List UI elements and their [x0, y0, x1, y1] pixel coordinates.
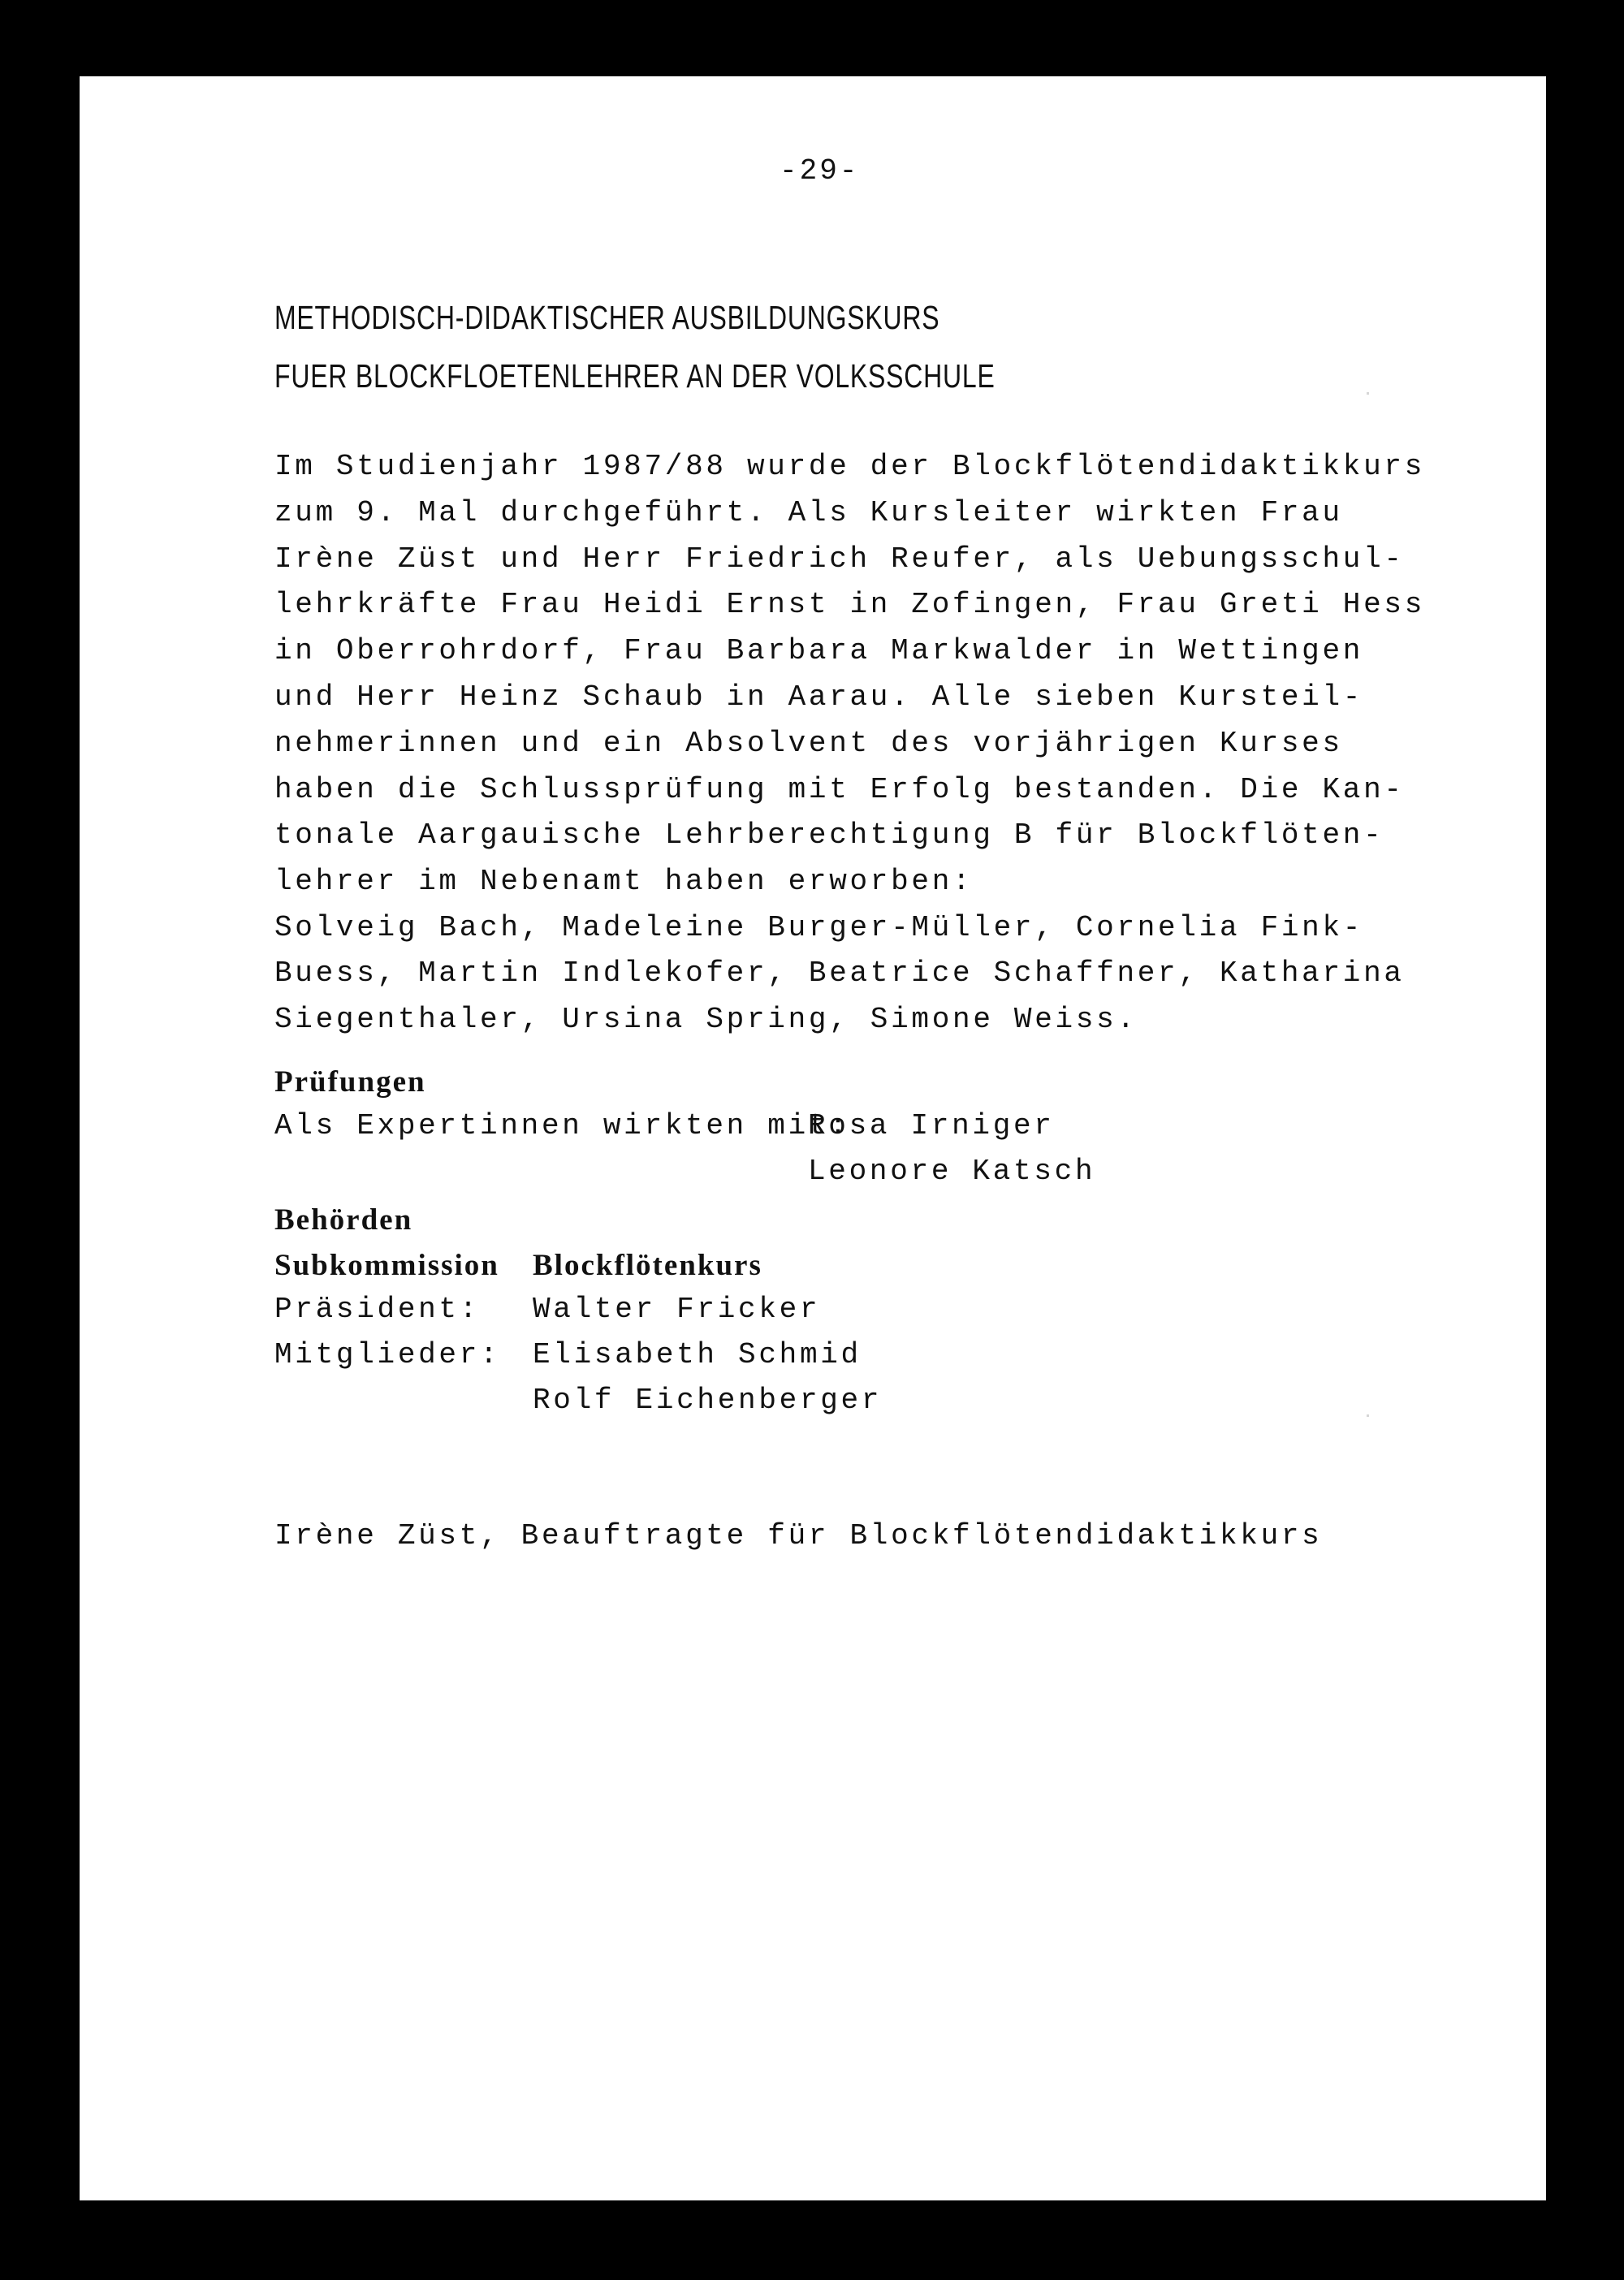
body-text-line: und Herr Heinz Schaub in Aarau. Alle sieben Kursteil- [274, 680, 1364, 714]
member-name: Elisabeth Schmid [533, 1338, 862, 1371]
body-text-line: Siegenthaler, Ursina Spring, Simone Weiss. [274, 1003, 1138, 1036]
expert-name: Rosa Irniger [808, 1109, 1055, 1142]
document-title-line-1: METHODISCH-DIDAKTISCHER AUSBILDUNGSKURS [274, 299, 940, 336]
member-name: Rolf Eichenberger [533, 1384, 883, 1417]
body-text-line: nehmerinnen und ein Absolvent des vorjährigen Kurses [274, 727, 1343, 760]
expert-name: Leonore Katsch [808, 1155, 1096, 1188]
body-text-line: tonale Aargauische Lehrberechtigung B für Blockflöten- [274, 818, 1384, 852]
experts-label: Als Expertinnen wirkten mit: [274, 1109, 850, 1142]
authorities-heading: Behörden [274, 1203, 413, 1237]
page-number: -29- [780, 154, 860, 188]
exams-heading: Prüfungen [274, 1065, 426, 1099]
body-text-line: Solveig Bach, Madeleine Burger-Müller, Cornelia Fink- [274, 911, 1364, 944]
document-title-line-2: FUER BLOCKFLOETENLEHRER AN DER VOLKSSCHULE [274, 357, 996, 395]
subcommission-name: Blockflötenkurs [533, 1249, 762, 1282]
scan-speck [1367, 1414, 1369, 1417]
body-text-line: lehrer im Nebenamt haben erworben: [274, 865, 974, 898]
body-text-line: Irène Züst und Herr Friedrich Reufer, als Uebungsschul- [274, 542, 1405, 576]
body-text-line: zum 9. Mal durchgeführt. Als Kursleiter wirkten Frau [274, 496, 1343, 529]
body-text-line: haben die Schlussprüfung mit Erfolg bestanden. Die Kan- [274, 773, 1405, 806]
body-text-line: lehrkräfte Frau Heidi Ernst in Zofingen, Frau Greti Hess [274, 588, 1425, 621]
subcommission-label: Subkommission [274, 1249, 499, 1282]
president-label: Präsident: [274, 1293, 481, 1326]
body-text-line: Im Studienjahr 1987/88 wurde der Blockflötendidaktikkurs [274, 450, 1425, 483]
members-label: Mitglieder: [274, 1338, 501, 1371]
signature-line: Irène Züst, Beauftragte für Blockflötendidaktikkurs [274, 1519, 1323, 1552]
scan-speck [1367, 392, 1369, 395]
body-text-line: in Oberrohrdorf, Frau Barbara Markwalder in Wettingen [274, 634, 1364, 667]
body-text-line: Buess, Martin Indlekofer, Beatrice Schaffner, Katharina [274, 956, 1405, 990]
president-name: Walter Fricker [533, 1293, 821, 1326]
